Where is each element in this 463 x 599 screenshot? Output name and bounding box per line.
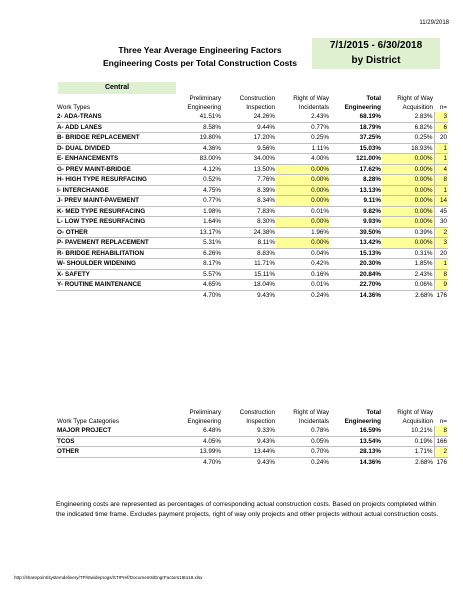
row-name: X- SAFETY [56,269,168,280]
row-right-of-way-acquisition: 0.00% [382,175,434,186]
table-row [56,269,448,280]
total-row-label [56,290,168,300]
column-header-row_inc: Right of Way Incidentals [293,95,329,111]
row-count: 2 [434,227,448,238]
title-line-1: Three Year Average Engineering Factors [118,45,282,55]
row-total-engineering: 9.82% [330,206,382,217]
header-row [56,408,448,426]
row-right-of-way-acquisition: 1.85% [382,259,434,270]
total-total: 14.36% [330,290,382,300]
row-construction-inspection: 8.83% [222,248,276,259]
work-type-categories-table [56,408,448,467]
by-district-label: by District [351,55,401,66]
row-right-of-way-incidentals: 0.05% [276,436,330,447]
row-right-of-way-acquisition: 2.83% [382,112,434,122]
row-total-engineering: 15.03% [330,143,382,154]
row-construction-inspection: 13.44% [222,447,276,458]
row-name: A- ADD LANES [56,122,168,133]
total-row [56,290,448,300]
table-row [56,154,448,165]
row-total-engineering: 9.93% [330,217,382,228]
row-right-of-way-incidentals: 1.96% [276,227,330,238]
row-total-engineering: 37.25% [330,133,382,144]
row-construction-inspection: 7.76% [222,175,276,186]
footnote: Engineering costs are represented as percentages of corresponding actual construction costs. Based on projects completed within the indicated time frame. Excludes payment projects, right of way only projects and other projects without actual construction costs. [56,501,439,518]
row-preliminary-engineering: 4.36% [168,143,222,154]
row-count: 3 [434,112,448,122]
row-right-of-way-acquisition: 2.43% [382,269,434,280]
table-row [56,206,448,217]
row-name: D- DUAL DIVIDED [56,143,168,154]
row-total-engineering: 17.62% [330,164,382,175]
row-construction-inspection: 17.20% [222,133,276,144]
work-types-table [56,94,448,300]
row-right-of-way-incidentals: 0.00% [276,238,330,249]
column-header-total: Total Engineering [344,409,381,425]
row-right-of-way-acquisition: 10.21% [382,426,434,436]
row-preliminary-engineering: 0.52% [168,175,222,186]
row-right-of-way-incidentals: 0.00% [276,164,330,175]
row-right-of-way-acquisition: 0.00% [382,154,434,165]
row-right-of-way-incidentals: 2.43% [276,112,330,122]
row-name: 2- ADA-TRANS [56,112,168,122]
row-right-of-way-acquisition: 0.06% [382,280,434,291]
row-name: MAJOR PROJECT [56,426,168,436]
row-count: 30 [434,217,448,228]
column-header-pe: Preliminary Engineering [187,409,221,425]
row-right-of-way-incidentals: 0.00% [276,217,330,228]
row-total-engineering: 121.00% [330,154,382,165]
column-header-pe: Preliminary Engineering [187,95,221,111]
row-count: 8 [434,175,448,186]
row-preliminary-engineering: 5.57% [168,269,222,280]
row-right-of-way-acquisition: 0.19% [382,436,434,447]
row-total-engineering: 20.30% [330,259,382,270]
row-right-of-way-acquisition: 18.93% [382,143,434,154]
row-count: 8 [434,426,448,436]
row-total-engineering: 13.13% [330,185,382,196]
row-count: 4 [434,164,448,175]
row-construction-inspection: 24.26% [222,112,276,122]
table-row [56,133,448,144]
table-row [56,175,448,186]
total-count: 176 [434,290,448,300]
row-name: J- PREV MAINT-PAVEMENT [56,196,168,207]
row-count: 14 [434,196,448,207]
row-right-of-way-acquisition: 0.00% [382,217,434,228]
row-construction-inspection: 8.39% [222,185,276,196]
row-right-of-way-incidentals: 0.78% [276,426,330,436]
column-header-n: n= [439,104,447,111]
row-total-engineering: 22.70% [330,280,382,291]
total-row_inc: 0.24% [276,457,330,467]
table-row [56,164,448,175]
row-total-engineering: 20.84% [330,269,382,280]
row-right-of-way-incidentals: 0.01% [276,206,330,217]
table-row [56,259,448,270]
table-row [56,426,448,436]
row-name: K- MED TYPE RESURFACING [56,206,168,217]
total-row_acq: 2.68% [382,457,434,467]
row-count: 8 [434,269,448,280]
row-construction-inspection: 15.11% [222,269,276,280]
row-total-engineering: 39.50% [330,227,382,238]
row-name: H- HIGH TYPE RESURFACING [56,175,168,186]
row-right-of-way-incidentals: 0.04% [276,248,330,259]
table-row [56,217,448,228]
row-right-of-way-incidentals: 0.00% [276,196,330,207]
row-construction-inspection: 7.83% [222,206,276,217]
table-row [56,227,448,238]
row-right-of-way-acquisition: 0.00% [382,206,434,217]
row-count: 6 [434,122,448,133]
row-name: W- SHOULDER WIDENING [56,259,168,270]
row-total-engineering: 18.79% [330,122,382,133]
row-right-of-way-acquisition: 1.71% [382,447,434,458]
row-construction-inspection: 9.43% [222,436,276,447]
row-construction-inspection: 11.71% [222,259,276,270]
table-row [56,436,448,447]
table-row [56,122,448,133]
row-preliminary-engineering: 13.17% [168,227,222,238]
row-count: 1 [434,143,448,154]
row-count: 20 [434,133,448,144]
column-header-name: Work Type Categories [57,418,120,425]
row-construction-inspection: 34.00% [222,154,276,165]
row-count: 1 [434,259,448,270]
row-total-engineering: 68.19% [330,112,382,122]
row-construction-inspection: 8.30% [222,217,276,228]
total-ci: 9.43% [222,290,276,300]
report-title [100,44,300,70]
work-type-categories-body [56,408,448,467]
column-header-ci: Construction Inspection [239,95,275,111]
date-range: 7/1/2015 - 6/30/2018 [329,40,423,51]
report-date: 11/29/2018 [419,20,449,26]
total-pe: 4.70% [168,290,222,300]
row-right-of-way-acquisition: 0.25% [382,133,434,144]
total-count: 176 [434,457,448,467]
row-total-engineering: 16.59% [330,426,382,436]
row-right-of-way-incidentals: 0.25% [276,133,330,144]
row-right-of-way-acquisition: 6.82% [382,122,434,133]
row-name: TCOS [56,436,168,447]
column-header-ci: Construction Inspection [239,409,275,425]
row-right-of-way-incidentals: 0.42% [276,259,330,270]
row-name: OTHER [56,447,168,458]
total-row_inc: 0.24% [276,290,330,300]
total-ci: 9.43% [222,457,276,467]
row-preliminary-engineering: 1.64% [168,217,222,228]
row-right-of-way-incidentals: 0.70% [276,447,330,458]
row-preliminary-engineering: 13.99% [168,447,222,458]
date-range-box [312,38,440,69]
row-construction-inspection: 8.34% [222,196,276,207]
row-name: P- PAVEMENT REPLACEMENT [56,238,168,249]
row-total-engineering: 15.13% [330,248,382,259]
row-preliminary-engineering: 0.77% [168,196,222,207]
row-right-of-way-acquisition: 0.00% [382,238,434,249]
row-total-engineering: 28.13% [330,447,382,458]
column-header-row_acq: Right of Way Acquisition [397,95,433,111]
row-preliminary-engineering: 5.31% [168,238,222,249]
table-row [56,280,448,291]
row-name: I- INTERCHANGE [56,185,168,196]
table-row [56,238,448,249]
table-row [56,143,448,154]
row-construction-inspection: 13.50% [222,164,276,175]
row-name: Y- ROUTINE MAINTENANCE [56,280,168,291]
row-total-engineering: 13.42% [330,238,382,249]
row-right-of-way-acquisition: 0.00% [382,196,434,207]
row-name: E- ENHANCEMENTS [56,154,168,165]
total-row-label [56,457,168,467]
column-header-n: n= [439,418,447,425]
row-preliminary-engineering: 6.26% [168,248,222,259]
row-construction-inspection: 9.44% [222,122,276,133]
row-preliminary-engineering: 4.65% [168,280,222,291]
row-construction-inspection: 9.56% [222,143,276,154]
total-pe: 4.70% [168,457,222,467]
row-right-of-way-acquisition: 0.00% [382,164,434,175]
row-count: 2 [434,447,448,458]
total-row [56,457,448,467]
row-right-of-way-acquisition: 0.39% [382,227,434,238]
table-row [56,185,448,196]
row-preliminary-engineering: 19.80% [168,133,222,144]
row-name: G- PREV MAINT-BRIDGE [56,164,168,175]
row-name: L- LOW TYPE RESURFACING [56,217,168,228]
table-row [56,112,448,122]
row-count: 1 [434,154,448,165]
row-total-engineering: 8.28% [330,175,382,186]
row-right-of-way-incidentals: 0.00% [276,175,330,186]
row-preliminary-engineering: 4.75% [168,185,222,196]
row-preliminary-engineering: 8.17% [168,259,222,270]
total-row_acq: 2.68% [382,290,434,300]
row-total-engineering: 13.54% [330,436,382,447]
row-preliminary-engineering: 41.51% [168,112,222,122]
row-construction-inspection: 24.38% [222,227,276,238]
row-preliminary-engineering: 1.98% [168,206,222,217]
row-right-of-way-incidentals: 4.00% [276,154,330,165]
column-header-name: Work Types [57,104,91,111]
row-count: 9 [434,280,448,291]
district-label: Central [58,82,176,94]
row-right-of-way-acquisition: 0.31% [382,248,434,259]
source-path: http://sharepoint/systemdelivery/TP/stwideprogs/STIPref/Documents/EngrFactors16to18.xlsx [14,575,203,580]
row-preliminary-engineering: 6.48% [168,426,222,436]
row-right-of-way-incidentals: 0.16% [276,269,330,280]
row-count: 3 [434,238,448,249]
row-count: 166 [434,436,448,447]
row-preliminary-engineering: 83.00% [168,154,222,165]
row-preliminary-engineering: 4.12% [168,164,222,175]
table-row [56,248,448,259]
row-right-of-way-incidentals: 0.00% [276,185,330,196]
row-right-of-way-acquisition: 0.00% [382,185,434,196]
work-types-body [56,94,448,300]
column-header-row_inc: Right of Way Incidentals [293,409,329,425]
column-header-total: Total Engineering [344,95,381,111]
row-count: 20 [434,248,448,259]
row-right-of-way-incidentals: 1.11% [276,143,330,154]
row-construction-inspection: 18.04% [222,280,276,291]
table-row [56,447,448,458]
column-header-row_acq: Right of Way Acquisition [397,409,433,425]
row-total-engineering: 9.11% [330,196,382,207]
header-row [56,94,448,112]
title-line-2: Engineering Costs per Total Construction Costs [103,58,297,68]
row-count: 45 [434,206,448,217]
total-total: 14.36% [330,457,382,467]
row-preliminary-engineering: 4.05% [168,436,222,447]
row-construction-inspection: 9.33% [222,426,276,436]
table-row [56,196,448,207]
row-count: 1 [434,185,448,196]
row-name: R- BRIDGE REHABILITATION [56,248,168,259]
row-name: B- BRIDGE REPLACEMENT [56,133,168,144]
row-construction-inspection: 8.11% [222,238,276,249]
row-right-of-way-incidentals: 0.01% [276,280,330,291]
row-name: O- OTHER [56,227,168,238]
row-right-of-way-incidentals: 0.77% [276,122,330,133]
row-preliminary-engineering: 8.58% [168,122,222,133]
